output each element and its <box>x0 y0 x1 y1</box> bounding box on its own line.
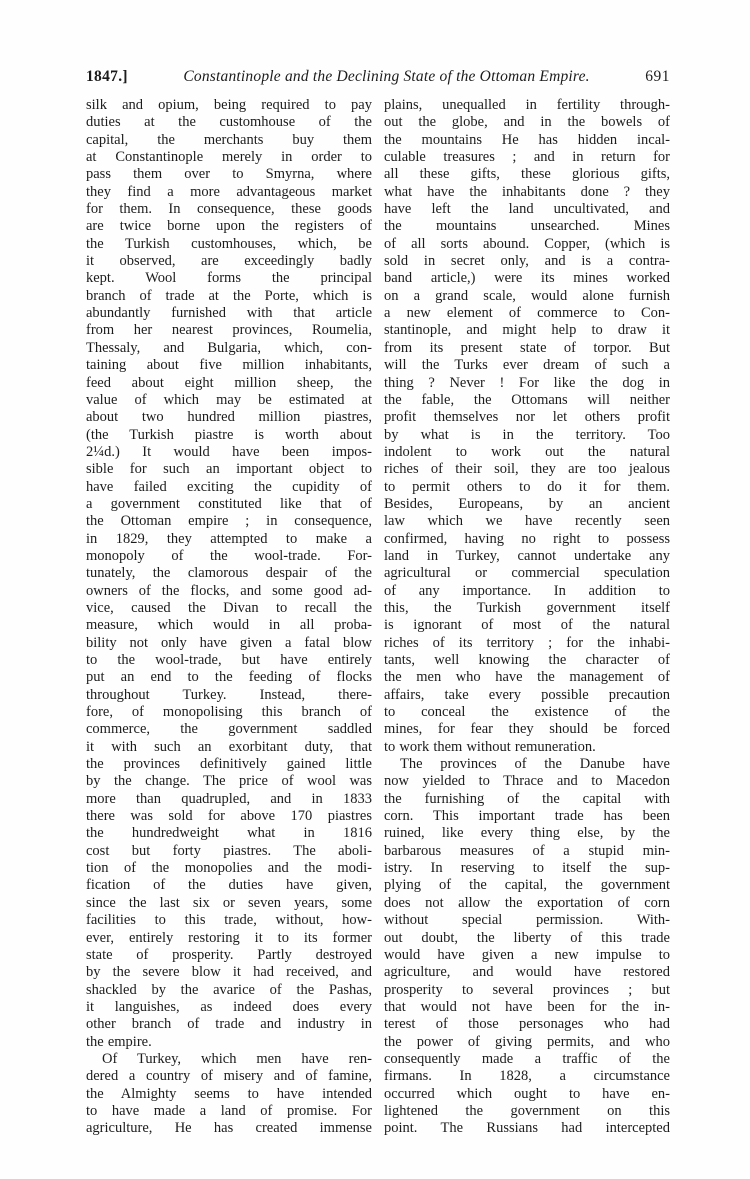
text-line: it languishes, as indeed does every <box>86 998 372 1015</box>
text-line: to the wool-trade, but have entirely <box>86 652 372 668</box>
text-line: tunately, the clamorous despair of the <box>86 565 372 582</box>
text-line: capital, the merchants buy them <box>86 131 372 148</box>
text-line: the hundredweight what in 1816 <box>86 825 372 842</box>
text-line: there was sold for above 170 piastres <box>86 808 372 825</box>
text-line: value of which may be estimated at <box>86 391 372 408</box>
text-line: The provinces of the Danube have <box>400 756 670 773</box>
text-line: it with such an exorbitant duty, that <box>86 738 372 755</box>
text-line: occurred which ought to have en- <box>384 1085 670 1102</box>
text-line: affairs, take every possible precaution <box>384 686 670 703</box>
text-line: sold in secret only, and is a contra- <box>384 253 670 270</box>
text-line: the Turkish customhouses, which, be <box>86 235 372 252</box>
text-line: of all sorts abound. Copper, (which is <box>384 235 670 252</box>
text-line: shackled by the avarice of the Pashas, <box>86 981 372 998</box>
text-line: would have given a new impulse to <box>384 946 670 963</box>
text-line: law which we have recently seen <box>384 513 670 530</box>
text-line: the empire. <box>86 1033 152 1050</box>
text-line: indolent to work out the natural <box>384 443 670 460</box>
text-line: profit themselves nor let others profit <box>384 409 670 426</box>
text-line: a new element of commerce to Con- <box>384 305 670 322</box>
text-line: have left the land uncultivated, and <box>384 201 670 218</box>
text-line: silk and opium, being required to pay <box>86 97 372 113</box>
paragraph <box>86 1051 372 1138</box>
text-line: this, the Turkish government itself <box>384 599 670 616</box>
text-line: thing ? Never ! For like the dog in <box>384 374 670 391</box>
text-line: bility not only have given a fatal blow <box>86 634 372 651</box>
text-line: the Almighty seems to have intended <box>86 1085 372 1102</box>
text-line: for them. In consequence, these goods <box>86 201 372 218</box>
text-line: ruined, like every thing else, by the <box>384 825 670 842</box>
text-line: tants, well knowing the character of <box>384 652 670 668</box>
text-line: does not allow the exportation of corn <box>384 894 670 911</box>
text-line: branch of trade at the Porte, which is <box>86 287 372 304</box>
text-line: the furnishing of the capital with <box>384 790 670 807</box>
text-line: point. The Russians had intercepted <box>384 1120 670 1137</box>
text-line: the fable, the Ottomans will neither <box>384 391 670 408</box>
text-line: out the globe, and in the bowels of <box>384 114 670 131</box>
text-column-right <box>384 97 670 1138</box>
page-content <box>86 68 670 1138</box>
header-year-bracket: 1847.] <box>86 68 128 85</box>
text-line: at Constantinople merely in order to <box>86 149 372 166</box>
text-line: riches of its territory ; for the inhabi- <box>384 634 670 651</box>
text-line: of any importance. In addition to <box>384 582 670 599</box>
text-line: from its present state of torpor. But <box>384 339 670 356</box>
text-line: prosperity to several provinces ; but <box>384 981 670 998</box>
text-line: agriculture, and would have restored <box>384 964 670 981</box>
text-line: without special permission. With- <box>384 912 670 929</box>
text-line: out doubt, the liberty of this trade <box>384 929 670 946</box>
text-line: in 1829, they attempted to make a <box>86 530 372 547</box>
text-line: to conceal the existence of the <box>384 704 670 721</box>
text-line: put an end to the feeding of flocks <box>86 669 372 686</box>
text-line: Thessaly, and Bulgaria, which, con- <box>86 339 372 356</box>
text-line: the Ottoman empire ; in consequence, <box>86 513 372 530</box>
text-line: now yielded to Thrace and to Macedon <box>384 773 670 790</box>
text-line: other branch of trade and industry in <box>86 1016 372 1033</box>
header-page-number: 691 <box>645 68 670 85</box>
text-line: by what is in the territory. Too <box>384 426 670 443</box>
text-line: taining about five million inhabitants, <box>86 357 372 374</box>
text-line: to work them without remuneration. <box>384 738 596 755</box>
text-line: culable treasures ; and in return for <box>384 149 670 166</box>
text-line: the power of giving permits, and who <box>384 1033 670 1050</box>
text-line: corn. This important trade has been <box>384 808 670 825</box>
text-line: dered a country of misery and of famine, <box>86 1068 372 1085</box>
text-line: barbarous measures of a stupid min- <box>384 842 670 859</box>
text-line: monopoly of the wool-trade. For- <box>86 547 372 564</box>
text-line: more than quadrupled, and in 1833 <box>86 790 372 807</box>
text-line: by the change. The price of wool was <box>86 773 372 790</box>
text-line: Of Turkey, which men have ren- <box>102 1050 372 1067</box>
text-line: cost but forty piastres. The aboli- <box>86 842 372 859</box>
text-line: the provinces definitively gained little <box>86 756 372 773</box>
text-line: feed about eight million sheep, the <box>86 374 372 391</box>
text-line: the mountains unsearched. Mines <box>384 218 670 235</box>
text-line: riches of their soil, they are too jealous <box>384 461 670 478</box>
text-line: istry. In reserving to itself the sup- <box>384 860 670 877</box>
text-line: facilities to this trade, without, how- <box>86 912 372 929</box>
text-columns <box>86 97 670 1138</box>
text-line: a government constituted like that of <box>86 495 372 512</box>
text-line: plains, unequalled in fertility through- <box>384 97 670 113</box>
text-line: consequently made a traffic of the <box>384 1050 670 1067</box>
text-line: terest of those personages who had <box>384 1016 670 1033</box>
text-line: measure, which would in all proba- <box>86 617 372 634</box>
text-line: agricultural or commercial speculation <box>384 565 670 582</box>
text-line: fication of the duties have given, <box>86 877 372 894</box>
text-line: state of prosperity. Partly destroyed <box>86 946 372 963</box>
text-line: pass them over to Smyrna, where <box>86 166 372 183</box>
text-line: from her nearest provinces, Roumelia, <box>86 322 372 339</box>
text-line: the men who have the management of <box>384 669 670 686</box>
text-line: band article,) were its mines worked <box>384 270 670 287</box>
text-line: they find a more advantageous market <box>86 183 372 200</box>
text-line: by the severe blow it had received, and <box>86 964 372 981</box>
paragraph <box>384 756 670 1138</box>
text-line: Besides, Europeans, by an ancient <box>384 495 670 512</box>
text-line: on a grand scale, would alone furnish <box>384 287 670 304</box>
text-line: are twice borne upon the registers of <box>86 218 372 235</box>
text-line: mines, for fear they should be forced <box>384 721 670 738</box>
text-line: owners of the flocks, and some good ad- <box>86 582 372 599</box>
text-line: tion of the monopolies and the modi- <box>86 860 372 877</box>
text-line: since the last six or seven years, some <box>86 894 372 911</box>
text-line: all these gifts, these glorious gifts, <box>384 166 670 183</box>
text-column-left <box>86 97 372 1138</box>
text-line: that would not have been for the in- <box>384 998 670 1015</box>
text-line: to permit others to do it for them. <box>384 478 670 495</box>
paragraph <box>86 97 372 1051</box>
text-line: ever, entirely restoring it to its former <box>86 929 372 946</box>
text-line: abundantly furnished with that article <box>86 305 372 322</box>
text-line: kept. Wool forms the principal <box>86 270 372 287</box>
text-line: fore, of monopolising this branch of <box>86 704 372 721</box>
text-line: what have the inhabitants done ? they <box>384 183 670 200</box>
text-line: lightened the government on this <box>384 1102 670 1119</box>
text-line: sible for such an important object to <box>86 461 372 478</box>
running-head <box>86 68 670 86</box>
text-line: vice, caused the Divan to recall the <box>86 599 372 616</box>
text-line: commerce, the government saddled <box>86 721 372 738</box>
paragraph <box>384 97 670 756</box>
text-line: 2¼d.) It would have been impos- <box>86 443 372 460</box>
text-line: land in Turkey, cannot undertake any <box>384 547 670 564</box>
text-line: to have made a land of promise. For <box>86 1102 372 1119</box>
text-line: duties at the customhouse of the <box>86 114 372 131</box>
text-line: about two hundred million piastres, <box>86 409 372 426</box>
text-line: firmans. In 1828, a circumstance <box>384 1068 670 1085</box>
text-line: (the Turkish piastre is worth about <box>86 426 372 443</box>
text-line: stantinople, and might help to draw it <box>384 322 670 339</box>
text-line: will the Turks ever dream of such a <box>384 357 670 374</box>
text-line: throughout Turkey. Instead, there- <box>86 686 372 703</box>
text-line: have failed exciting the cupidity of <box>86 478 372 495</box>
text-line: is ignorant of most of the natural <box>384 617 670 634</box>
text-line: the mountains He has hidden incal- <box>384 131 670 148</box>
header-article-title: Constantinople and the Declining State of the Ottoman Empire. <box>183 68 590 85</box>
text-line: plying of the capital, the government <box>384 877 670 894</box>
text-line: it observed, are exceedingly badly <box>86 253 372 270</box>
text-line: confirmed, having no right to possess <box>384 530 670 547</box>
text-line: agriculture, He has created immense <box>86 1120 372 1137</box>
